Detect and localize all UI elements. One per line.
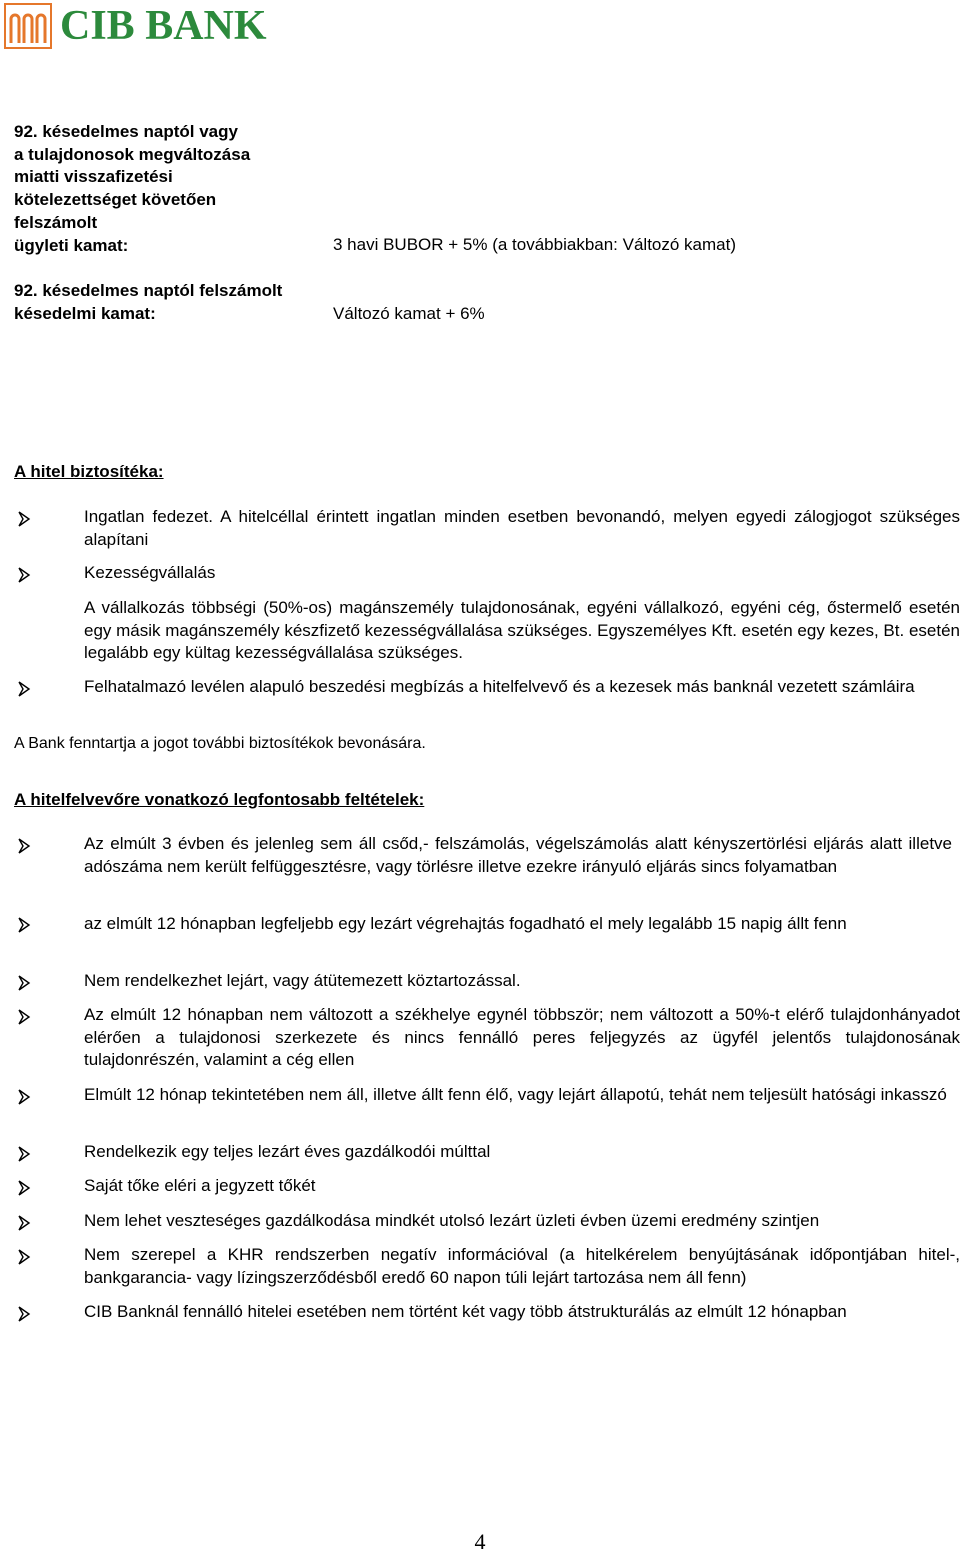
condition-item: Nem lehet veszteséges gazdálkodása mindkét utolsó lezárt üzleti évben üzemi eredmény szintjen	[84, 1211, 820, 1230]
arrow-bullet-icon	[14, 509, 34, 529]
arrow-bullet-icon	[14, 1144, 34, 1164]
rate-item1-value: 3 havi BUBOR + 5% (a továbbiakban: Változó kamat)	[333, 235, 737, 254]
arrow-bullet-icon	[14, 1247, 34, 1267]
condition-item: Az elmúlt 12 hónapban nem változott a székhelye egynél többször; nem változott a 50%-t elérő tulajdonhányadot elérően a tulajdonosi szerkezete és nincs fennálló peres feljegyzés az ügyfél jelentős tulajdonosának tulajdonrészén, valamint a cég ellen	[84, 1005, 960, 1070]
collateral-item: Ingatlan fedezet. A hitelcéllal érintett ingatlan minden esetben bevonandó, melyen egyedi zálogjogot szükséges alapítani	[84, 507, 960, 549]
label-line: a tulajdonosok megváltozása	[14, 144, 251, 164]
rate-item1-label	[14, 121, 250, 257]
arrow-bullet-icon	[14, 973, 34, 993]
condition-item: Nem szerepel a KHR rendszerben negatív információval (a hitelkérelem benyújtásának időpontjában hitel-, bankgarancia- vagy lízingszerződésből eredő 60 napon túli lejárt tartozása nem áll fenn)	[84, 1245, 960, 1287]
arrow-bullet-icon	[14, 1178, 34, 1198]
collateral-note: A Bank fenntartja a jogot további biztosítékok bevonására.	[14, 735, 426, 752]
conditions-heading: A hitelfelvevőre vonatkozó legfontosabb feltételek:	[14, 790, 425, 809]
condition-item: az elmúlt 12 hónapban legfeljebb egy lezárt végrehajtás fogadható el mely legalább 15 napig állt fenn	[84, 914, 847, 933]
label-line: 92. késedelmes naptól felszámolt	[14, 281, 283, 300]
condition-item: Rendelkezik egy teljes lezárt éves gazdálkodói múlttal	[84, 1142, 491, 1161]
label-line: miatti visszafizetési	[14, 167, 173, 187]
page-number: 4	[474, 1529, 486, 1554]
arrow-bullet-icon	[14, 1304, 34, 1324]
condition-item: Az elmúlt 3 évben és jelenleg sem áll csőd,- felszámolás, végelszámolás alatt kényszertörlési eljárás alatt illetve adószáma nem került felfüggesztésre, vagy törlésre illetve ezekre irányuló eljárás sincs folyamatban	[84, 834, 952, 876]
label-line: 92. késedelmes naptól vagy	[14, 122, 238, 141]
collateral-item: Felhatalmazó levélen alapuló beszedési megbízás a hitelfelvevő és a kezesek más banknál vezetett számláira	[84, 677, 915, 696]
arrow-bullet-icon	[14, 915, 34, 935]
arrow-bullet-icon	[14, 565, 34, 585]
condition-item: Nem rendelkezhet lejárt, vagy átütemezett köztartozással.	[84, 971, 521, 990]
label-line: felszámolt	[14, 212, 98, 232]
label-line: kötelezettséget követően	[14, 190, 217, 210]
arrow-bullet-icon	[14, 1087, 34, 1107]
rate-item2-label	[14, 280, 282, 325]
cib-arches-logo-icon	[4, 3, 52, 49]
arrow-bullet-icon	[14, 679, 34, 699]
arrow-bullet-icon	[14, 1213, 34, 1233]
bank-logo	[4, 2, 267, 50]
arrow-bullet-icon	[14, 1007, 34, 1027]
rate-item2-value: Változó kamat + 6%	[333, 304, 485, 323]
guarantee-detail: A vállalkozás többségi (50%-os) magánszemély tulajdonosának, egyéni vállalkozó, egyéni cég, őstermelő esetén egy másik magánszemély készfizető kezességvállalása szükséges. Egyszemélyes Kft. esetén egy kezes, Bt. esetén legalább egy kültag kezességvállalása szükséges.	[84, 598, 960, 663]
arrow-bullet-icon	[14, 836, 34, 856]
collateral-item: Kezességvállalás	[84, 563, 216, 582]
bank-name: CIB BANK	[60, 3, 267, 49]
condition-item: Saját tőke eléri a jegyzett tőkét	[84, 1176, 316, 1195]
label-line: ügyleti kamat:	[14, 235, 129, 255]
collateral-heading: A hitel biztosítéka:	[14, 462, 164, 481]
condition-item: Elmúlt 12 hónap tekintetében nem áll, illetve állt fenn élő, vagy lejárt állapotú, tehát nem teljesült hatósági inkasszó	[84, 1085, 947, 1104]
label-line: késedelmi kamat:	[14, 303, 156, 323]
condition-item: CIB Banknál fennálló hitelei esetében nem történt két vagy több átstrukturálás az elmúlt 12 hónapban	[84, 1302, 847, 1321]
